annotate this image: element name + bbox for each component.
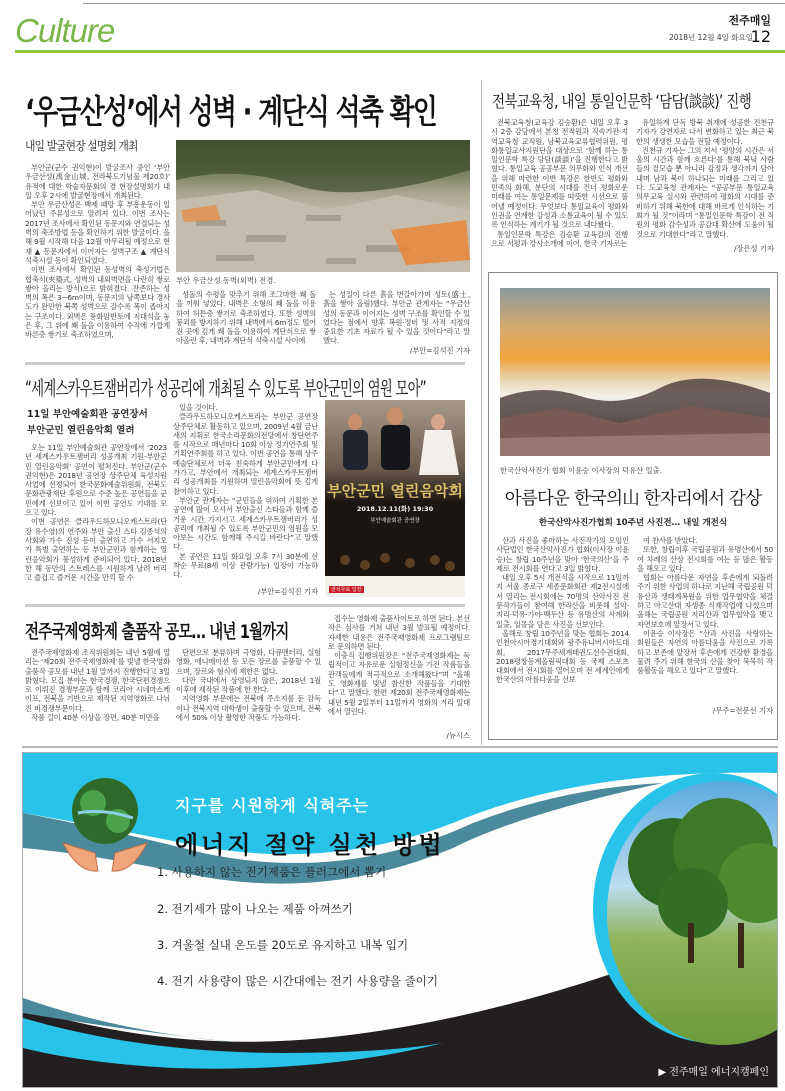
paragraph: 통일인문학 특강은 김승환 교육감의 진행으로 서평과 강사소개에 이어, 한국 기자로는 (491, 229, 628, 248)
article-column (25, 163, 170, 340)
byline: /무주=전문선 기자 (712, 706, 773, 715)
paragraph: 이윤승 이사장은 “산과 사진을 사랑하는 회원들은 자연의 아름다움을 사진으로 기록하고 보존에 앞장서 후손에게 건강한 환경을 물려 주기 위해 한국의 산을 찾아 묵묵히 작품활동을 해오고 있다”고 말했다. (637, 628, 773, 676)
byline: /부안=김석진 기자 (257, 587, 318, 596)
paragraph: 접수는 영화제 출품사이트로 하면 된다. 본선작은 심사를 거쳐 내년 3월 발표될 예정이다. 자세한 내용은 전주국제영화제 프로그램팀으로 문의하면 된다. (328, 614, 470, 651)
poster-free-badge: 전석무료 입장 (331, 587, 362, 593)
paragraph: 클라우드하모니오케스트라는 부안군 공연장 상주단체로 활동하고 있으며, 2009년 4월 금난새의 지휘로 한국소리문화의전당에서 창단연주를 시작으로 매년마다 10회 이상 정기연주회 및 기획연주회를 하고 있다. 이번 공연을 통해 상주 예술단체로서 더욱 친숙하게 부안군민에게 다가가고, 부안에서 개최되는 세계스카우트잼버리 성공개최를 기원하며 열린음악회에 뜻 깊게 참여하고 있다. (173, 412, 318, 496)
article-separator (25, 362, 465, 365)
fortress-photo-graphic (176, 140, 470, 272)
article-headline: 전주국제영화제 출품작 공모… 내년 1월까지 (25, 622, 289, 643)
campaign-name: 전주매일 에너지캠페인 (669, 1067, 769, 1078)
paragraph: 오는 11일 부안예술회관 공연장에서 ‘2023년 세계스카우트잼버리 성공개최 기원-부안군민 열린음악회’ 공연이 펼쳐진다. 부안군(군수 권익현)은 2018년 공연장 상주단체 육성지원사업에 선정되어 한국문화예술위원회, 전북도 문화관광재단 후원으로 수준 높은 공연들을 군민에게 선보이고 있어 이번 공연도 기대를 모으고 있다. (25, 443, 167, 518)
page-number: 12 (750, 27, 771, 46)
mountain-photo (500, 288, 770, 456)
article-column (176, 648, 321, 722)
paragraph: 유일하게 단독 방북 취재에 성공한 진천규 기자가 강연자로 나서 변화하고 있는 최근 북한의 생생한 모습을 전할 예정이다. (636, 118, 774, 146)
column-divider (481, 80, 482, 745)
article-subhead: 11일 부안예술회관 공연장서 (27, 409, 148, 420)
paragraph: 있을 것이다. (179, 403, 218, 412)
mountain-photo-graphic (500, 288, 770, 456)
paragraph: 올해로 창립 10주년을 맞는 협회는 2014인천아시아경기대회와 광주유니버시아드대회, 2017무주세계태권도선수권대회, 2018평창동계올림픽대회 등 국제 스포츠대회에서 전시회를 열어오며 전 세계인에게 한국산의 아름다움을 선보 (496, 628, 629, 685)
paragraph: 는 성질이 다른 흙을 번갈아가며 성토(盛土, 흙을 쌓아 올림)했다. 부안군 관계자는 “우금산성의 동문과 이어지는 성벽 구조를 확인할 수 있었다는 점에서 향후 복원·정비 및 사적 지정의 중요한 기초 자료가 될 수 있을 것이다”라고 말했다. (323, 290, 470, 346)
article-column (328, 614, 470, 716)
paragraph: 협회는 아름다운 자연을 후손에게 되돌려 주기 위한 사업의 하나로 지난해 국립공원 덕유산과 생태계복원을 위한 업무협약을 체결하고 아고산대 자생종 식재작업에 나섰으며 올해는 국립공원 지리산과 업무협약을 맺고 자연보호에 앞장서고 있다. (637, 573, 773, 629)
paragraph: 이충직 집행위원장은 “전주국제영화제는 독립적이고 자유로운 실험정신을 가진 작품들을 관객들에게 적극적으로 소개해왔다”며 “올해도 영화제를 빛낼 참신한 작품들을 기대한다”고 말했다. 한편 제20회 전주국제영화제는 내년 5월 2일부터 11일까지 영화의 거리 일대에서 열린다. (328, 651, 470, 716)
photo-caption: 부안 우금산성 동벽(외벽) 전경. (176, 276, 276, 285)
poster-venue: 부안예술회관 공연장 (370, 518, 420, 524)
ad-title-line2: 에너지 절약 실천 방법 (175, 831, 445, 859)
byline: /장은성 기자 (733, 244, 774, 253)
section-rule (15, 50, 785, 53)
article-column (636, 118, 774, 239)
paragraph: 진천규 기자는 그의 저서 ‘평양의 시간은 서울의 시간과 함께 흐른다’를 통해 북녘 사람들의 겉모습 뿐 아니라 감정과 생각까지 담아내며 남과 북이 하나되는 미래를 그리고 있다. 도교육청 관계자는 “공공부문 통일교육 의무교육 실시와 관련하여 평화의 시대를 준비하기 위해 북한에 대해 바르게 인식하는 기회가 될 것”이라며 “통일인문학 특강이 전 직원의 평화 감수성과 공감대 확산에 도움이 될 것으로 기대한다”라고 말했다. (636, 145, 774, 239)
paragraph: 지역영화 부문에는 전북에 주소지를 둔 감독이나 전북지역 대학생이 출품할 수 있으며, 전북에서 50% 이상 촬영한 작품도 가능하다. (176, 694, 321, 723)
concert-poster (325, 400, 465, 597)
paragraph: 전주국제영화제 조직위원회는 내년 5월에 열리는 ‘제20회 전주국제영화제’를 빛낼 한국영화 출품작 공모를 내년 1월 말까지 진행한다고 3일 밝혔다. 모집 분야는 한국경쟁, 한국단편경쟁으로 이뤄진 경쟁부문과 함께 코리아 시네마스케이프, 전북을 기반으로 제작된 지역영화로 나뉘진 비경쟁부문이다. (25, 648, 170, 713)
article-subhead: 부안군민 열린음악회 열려 (27, 425, 135, 436)
ad-separator (22, 746, 778, 748)
ad-campaign-label (658, 1063, 769, 1078)
byline: /뉴시스 (446, 731, 470, 740)
paragraph: 이번 공연은 클라우드하모니오케스트라(단장 유수영)의 연주와 부안 출신 스타 김종석의 사회와 가수 진성 등이 출연하고 가수 서지오가 특별 출연하는 등 부안군민과 함께하는 열린음악회가 풍성하게 준비되어 있다. 2018년 한 해 동안의 스트레스를 시원하게 날려 버리고 즐겁고 즐거운 시간을 만끽 할 수 (25, 517, 167, 583)
fortress-photo (176, 140, 470, 272)
paragraph: 다만 국내에서 상영되지 않은, 2018년 1월 이후에 제작된 작품에 한 한다. (176, 675, 321, 695)
paragraph: 작품 길이 40분 이상을 장편, 40분 미만을 (31, 713, 160, 723)
poster-datetime: 2018.12.11(화) 19:30 (356, 505, 434, 513)
article-subhead: 내일 발굴현장 설명회 개최 (25, 139, 138, 153)
paragraph: 단편으로 분류하며 극영화, 다큐멘터리, 실험영화, 애니메이션 등 모든 장르를 출품할 수 있으며, 장르와 형식에 제한은 없다. (176, 648, 321, 676)
ad-list-item: 4. 전기 사용량이 많은 시간대에는 전기 사용량을 줄이기 (157, 974, 438, 988)
paragraph: 성돌의 수평을 맞추기 위해 조그마한 쐐 돌을 끼워 넣었다. 내벽은 소형의 쐐 돌을 이용하여 허튼층 쌓기로 축조하였다. 또한 성벽의 붕괴를 방지하기 위해 내벽에서 6m정도 떨어진 곳에 깊게 쐐 돌을 이용하여 계단식으로 쌓아올린 후, 내벽과 계단식 석축시설 사이에 (176, 290, 316, 346)
paragraph: 내일 오후 5시 개전식을 시작으로 11일까지 서울 종로구 세종문화회관 제2전시실에서 열리는 전시회에는 70명의 산악사진 전문작가들이 참여해 한라산을 비롯해 설악·지리·덕유·가야·백두산 등 유명산의 사계와 일출, 일몰을 담은 사진을 선보인다. (496, 573, 629, 629)
article-headline: ‘우금산성’에서 성벽 · 계단식 석축 확인 (25, 92, 437, 131)
ad-list-item: 1. 사용하지 않는 전기제품은 플러그에서 뽑기 (157, 865, 387, 879)
article-subhead: 한국산악사진가협회 10주년 사진전… 내일 개전식 (538, 518, 728, 528)
byline: /부안=김석진 기자 (409, 346, 470, 355)
play-triangle-icon: ▶ (658, 1067, 670, 1078)
issue-date: 2018년 12월 4일 화요일 (668, 33, 753, 42)
article-headline: 아름다운 한국의山 한자리에서 감상 (504, 489, 762, 509)
article-column (25, 443, 167, 582)
paragraph: 이번 조사에서 확인된 동성벽의 축성기법은 협축식(夾築式, 성벽의 내외벽면을 나란히 쌓로 쌓아 올리는 방식)으로 밝혀졌다. 잔존하는 성벽의 폭은 3~6m이며, 동문지의 남쪽보다 경사도가 완만한 북쪽 성벽으로 갈수록 폭이 좁아지는 구조이다. 외벽은 풍화암반토에 지대석을 놓은 후, 그 위에 쐐 돌을 이용하여 수직에 가깝게 바른층 쌓기로 축조하였으며, (25, 265, 170, 340)
paragraph: 본 공연은 11일 화요일 오후 7시 30분에 선착순 무료(8세 이상 관람가능) 입장이 가능하다. (173, 551, 318, 580)
ad-title-line1: 지구를 시원하게 식혀주는 (175, 796, 370, 815)
paragraph: 전북교육청(교육감 김승환)은 내일 오후 3시 2층 강당에서 본청 전직원과 직속기관·지역교육청 교직원, 남북교육교류협력위원, 평화통일교사지원단을 대상으로 ‘함께 하는 통일인문학 특강 담담(談談)’을 진행한다고 밝혔다. 통일교육 공공부문 의무화와 인식 개선을 위해 마련한 이번 특강은 한반도 평화와 민족의 화해, 분단의 시대를 건너 평화로운 미래를 여는 통일문제를 따뜻한 시선으로 풀어낼 예정이다. 무엇보다 통일교육이 평화와 인권을 연계한 감성과 소통교육이 될 수 있도록 인식하는 계기가 될 것으로 내다봤다. (491, 118, 628, 230)
paragraph: 부안군(군수 권익현)이 발굴조사 중인 ‘부안 우금산성(禹金山城, 전라북도기념물 제20호)’ 유적에 대한 학술자문회의 겸 현장설명회가 내일 오후 2시에 발굴현장에서 개최된다. (25, 163, 170, 200)
article-column (491, 118, 628, 248)
ad-list-item: 2. 전기세가 많이 나오는 제품 아껴쓰기 (157, 902, 353, 916)
article-column (496, 536, 629, 685)
ad-list-item: 3. 겨울철 실내 온도를 20도로 유지하고 내복 입기 (157, 938, 409, 952)
ad-background (23, 753, 778, 1088)
paragraph: 부안군 관계자는 “군민들을 위하여 기획한 본 공연에 많이 오셔서 부안출신 스타들과 함께 즐거운 시간 가지시고 세계스카우트잼버리가 성공리에 개최될 수 있도록 부안군민의 염원을 모아보는 시간도 함께해 주시길 바란다”고 말했다. (173, 495, 318, 552)
article-headline: 전북교육청, 내일 통일인문학 ‘담담(談談)’ 진행 (492, 92, 752, 111)
energy-campaign-ad (22, 752, 778, 1088)
paragraph: 부안 우금산성은 백제 패망 후 부흥운동이 일어났던 주류성으로 알려져 있다. 이번 조사는 2017년 조사에서 확인된 동문지와 연결되는 성벽의 축조방법 등을 확인하기 위한 발굴이다. 올해 9월 시작해 다음 12월 마무리될 예정으로 현재 ▲ 동문지에서 이어지는 성벽구조 ▲ 계단식 석축시설 등이 확인되었다. (25, 200, 170, 265)
top-rule (83, 3, 785, 4)
article-separator (25, 604, 465, 607)
paragraph: 여 찬사를 받았다. (643, 536, 698, 545)
poster-title: 부안군민 열린음악회 (327, 482, 463, 500)
section-title: Culture (15, 12, 115, 49)
article-column (637, 536, 773, 675)
photo-caption: 한국산악사진가 협회 이윤승 이사장의 덕유산 일출. (500, 466, 662, 475)
article-column (176, 290, 316, 346)
article-headline: “세계스카우트잼버리가 성공리에 개최될 수 있도록 부안군민의 염원 모아” (25, 377, 427, 400)
article-column (173, 403, 318, 580)
newspaper-name: 전주매일 (728, 14, 771, 27)
article-column (25, 648, 170, 722)
article-column (323, 290, 470, 346)
paragraph: 산과 사진을 좋아하는 사진작가의 모임인 사단법인 한국산악사진가 협회(이사장 이윤승)는 창립 10주년을 맞아 ‘한국의산’을 주제로 전시회를 연다고 3일 밝혔다. (496, 536, 629, 573)
paragraph: 또한, 창립이후 국립공원과 유명산에서 50여 차례의 산상 전시회를 여는 등 많은 활동을 해오고 있다. (637, 545, 773, 573)
